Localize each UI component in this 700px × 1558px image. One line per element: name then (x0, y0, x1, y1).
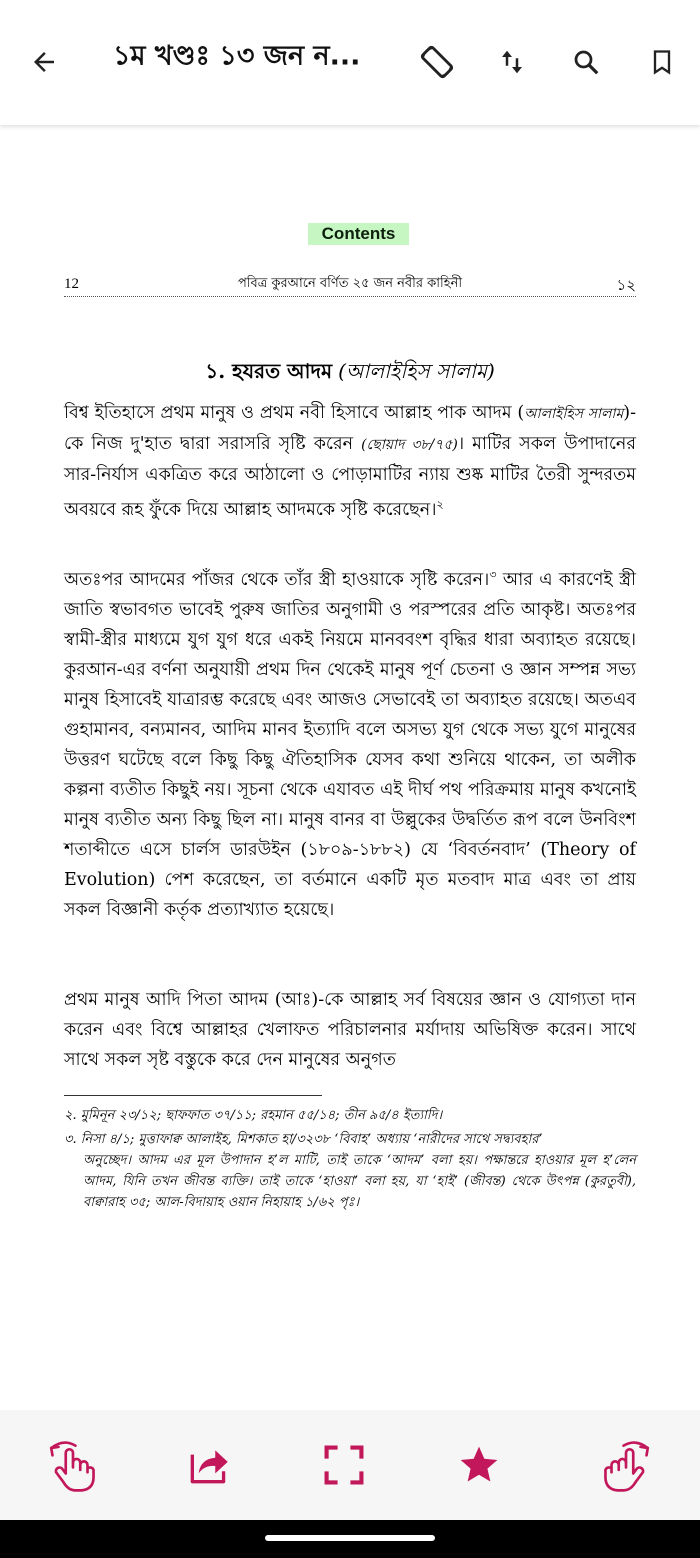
footnote: ২. মুমিনূন ২৩/১২; ছাফফাত ৩৭/১১; রহমান ৫৫/১৪; তীন ৯৫/৪ ইত্যাদি। (64, 1108, 443, 1123)
paragraph (64, 560, 636, 925)
chapter-title-text: ১. হযরত আদম (205, 359, 333, 383)
footnote-line: ৩. নিসা ৪/১; মুত্তাফাক্ব আলাইহ, মিশকাত হা/৩২৩৮ ‘বিবাহ’ অধ্যায় ‘নারীদের সাথে সদ্ব্যবহার’ (64, 1132, 543, 1147)
swipe-left-hand-icon (44, 1436, 102, 1494)
back-button[interactable] (24, 42, 64, 82)
fullscreen-icon (322, 1443, 366, 1487)
paragraph: প্রথম মানুষ আদি পিতা আদম (আঃ)-কে আল্লাহ সর্ব বিষয়ের জ্ঞান ও যোগ্যতা দান করেন এবং বিশ্বে আল্লাহর খেলাফত পরিচালনার মর্যাদায় অভিষিক্ত করেন। সাথে সাথে সকল সৃষ্ট বস্তুকে করে দেন মানুষের অনুগত (64, 990, 636, 1070)
swipe-previous-button[interactable] (43, 1435, 103, 1495)
favorite-button[interactable] (449, 1435, 509, 1495)
share-icon (184, 1440, 234, 1490)
rotate-screen-button[interactable] (417, 42, 457, 82)
system-navigation-bar (0, 1520, 700, 1558)
paragraph-text: অতঃপর আদমের পাঁজর থেকে তাঁর স্ত্রী হাওয়াকে সৃষ্টি করেন। (64, 569, 490, 590)
search-button[interactable] (566, 42, 606, 82)
page-number-right: ১২ (616, 276, 636, 294)
chapter-title (0, 357, 700, 390)
page-number-left: 12 (64, 276, 79, 292)
share-button[interactable] (179, 1435, 239, 1495)
footnote (64, 1129, 636, 1213)
pdf-page[interactable] (0, 125, 700, 1410)
document-title: ১ম খণ্ডঃ ১৩ জন ন... (113, 40, 361, 72)
app-bar (0, 0, 700, 125)
paragraph-italic: আলাইহিস সালাম (524, 406, 624, 422)
paragraph (64, 398, 636, 525)
footnote-separator (64, 1095, 322, 1096)
screen-rotation-icon (418, 43, 456, 81)
fullscreen-button[interactable] (314, 1435, 374, 1495)
paragraph-text: । মাটির সকল উপাদানের সার-নির্যাস একত্রিত করে আঠালো ও পোড়ামাটির ন্যায় শুষ্ক মাটির তৈরী সুন্দরতম অবয়বে রূহ ফুঁকে দিয়ে আল্লাহ আদমকে সৃষ্টি করেছেন। (64, 434, 636, 520)
contents-link[interactable]: Contents (308, 223, 409, 245)
scroll-direction-button[interactable] (492, 42, 532, 82)
swipe-next-button[interactable] (596, 1435, 656, 1495)
bookmark-icon (648, 47, 676, 77)
paragraph-text: )-কে নিজ দু'হাত দ্বারা সরাসরি সৃষ্টি করেন (64, 403, 636, 454)
bookmark-button[interactable] (642, 42, 682, 82)
reference-citation: (ছোয়াদ ৩৮/৭৫) (361, 437, 458, 453)
footnote-marker[interactable]: ২ (436, 498, 444, 511)
swipe-right-hand-icon (597, 1436, 655, 1494)
swap-vertical-icon (497, 47, 527, 77)
book-title: পবিত্র কুরআনে বর্ণিত ২৫ জন নবীর কাহিনী (237, 276, 463, 291)
footnote-marker[interactable]: ৩ (489, 568, 497, 581)
running-head (64, 270, 636, 297)
footnote-line: অনুচ্ছেদ। আদম এর মূল উপাদান হ’ল মাটি, তাই তাকে ‘আদম’ বলা হয়। পক্ষান্তরে হাওয়ার মূল হ’লেন আদম, যিনি তখন জীবন্ত ব্যক্তি। তাই তাকে ‘হাওয়া’ বলা হয়, যা ‘হাই’ (জীবন্ত) থেকে উৎপন্ন (কুরতুবী), বাক্বারাহ ৩৫; আল-বিদায়াহ ওয়ান নিহায়াহ ১/৬২ পৃঃ। (83, 1153, 636, 1210)
chapter-title-suffix: (আলাইহিস সালাম) (338, 359, 495, 383)
arrow-left-icon (29, 47, 59, 77)
search-icon (571, 47, 601, 77)
star-icon (457, 1443, 501, 1487)
home-gesture-handle[interactable] (265, 1535, 435, 1541)
paragraph-text: আর এ কারণেই স্ত্রী জাতি স্বভাবগত ভাবেই পুরুষ জাতির অনুগামী ও পরস্পরের প্রতি আকৃষ্ট। অতঃপর স্বামী-স্ত্রীর মাধ্যমে যুগ যুগ ধরে একই নিয়মে মানববংশ বৃদ্ধির ধারা অব্যাহত রয়েছে। কুরআন-এর বর্ণনা অনুযায়ী প্রথম দিন থেকেই মানুষ পূর্ণ চেতনা ও জ্ঞান সম্পন্ন সভ্য মানুষ হিসাবেই যাত্রারম্ভ করেছে এবং আজও সেভাবেই তা অব্যাহত রয়েছে। অতএব গুহামানব, বন্যমানব, আদিম মানব ইত্যাদি বলে অসভ্য যুগ থেকে সভ্য যুগে মানুষের উত্তরণ ঘটেছে বলে কিছু কিছু ঐতিহাসিক যেসব কথা শুনিয়ে থাকেন, তা অলীক কল্পনা ব্যতীত কিছুই নয়। সূচনা থেকে এযাবত এই দীর্ঘ পথ পরিক্রমায় মানুষ কখনোই মানুষ ব্যতীত অন্য কিছু ছিল না। মানুষ বানর বা উল্লুকের উদ্বর্তিত রূপ বলে উনবিংশ শতাব্দীতে এসে চার্লস ডারউইন (১৮০৯-১৮৮২) যে ‘বিবর্তনবাদ’ (Theory of Evolution) পেশ করেছেন, তা বর্তমানে একটি মৃত মতবাদ মাত্র এবং তা প্রায় সকল বিজ্ঞানী কর্তৃক প্রত্যাখ্যাত হয়েছে। (64, 569, 637, 920)
paragraph-text: বিশ্ব ইতিহাসে প্রথম মানুষ ও প্রথম নবী হিসাবে আল্লাহ পাক আদম ( (64, 403, 525, 423)
bottom-toolbar (0, 1410, 700, 1520)
